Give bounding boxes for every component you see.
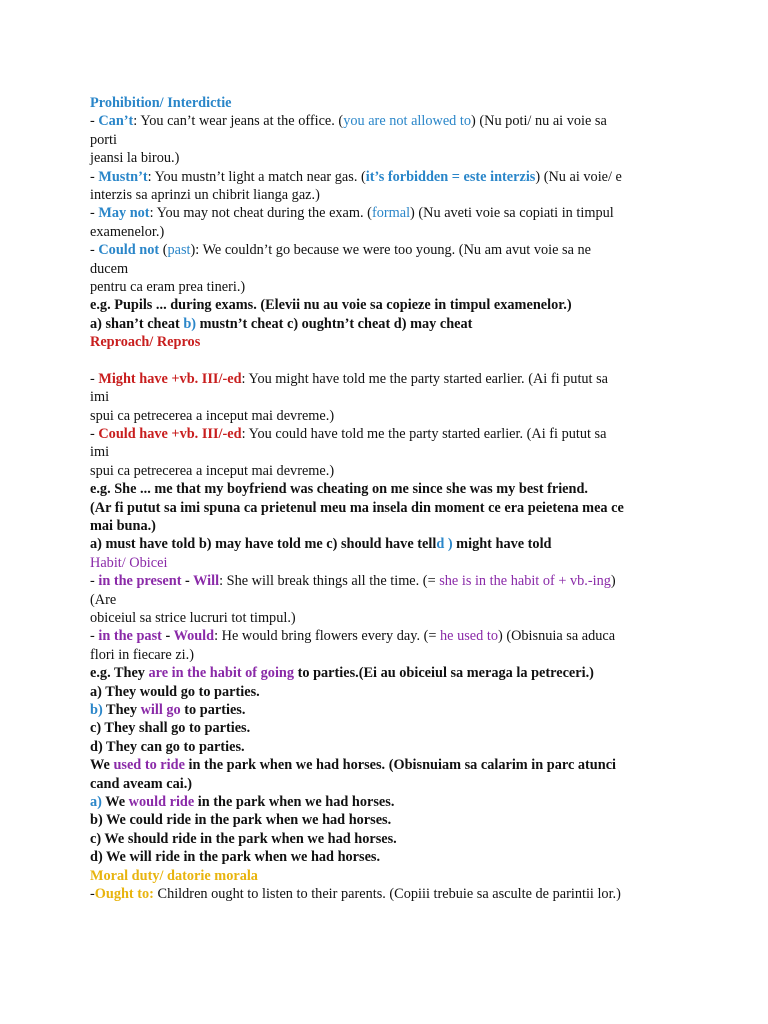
text-line <box>90 204 682 222</box>
highlighted-text: in the past <box>98 628 162 645</box>
text-line <box>90 756 682 774</box>
highlighted-text: are in the habit of going <box>148 665 295 682</box>
text-run: e.g. Pupils ... during exams. (Elevii nu au voie sa copieze in timpul examenelor.) <box>90 297 572 314</box>
text-line <box>90 811 682 829</box>
text-run: - <box>90 205 99 222</box>
text-run: d) We will ride in the park when we had horses. <box>90 849 381 866</box>
text-line <box>90 462 682 480</box>
text-line <box>90 112 682 130</box>
text-run: : You might have told me the party started earlier. (Ai fi putut sa <box>241 370 609 387</box>
text-run: Children ought to listen to their parents. (Copiii trebuie sa asculte de parintii lor.) <box>153 886 621 903</box>
text-line <box>90 554 682 572</box>
text-run: cand aveam cai.) <box>90 775 193 792</box>
highlighted-text: it’s forbidden = este interzis <box>365 168 536 185</box>
text-run: in the park when we had horses. <box>194 794 395 811</box>
text-line <box>90 867 682 885</box>
text-run: might have told <box>452 536 552 553</box>
highlighted-text: d ) <box>436 536 453 553</box>
document-body <box>90 94 682 903</box>
highlighted-text: Can’t <box>98 113 134 130</box>
text-run: - <box>90 242 99 259</box>
text-line <box>90 627 682 645</box>
text-run: in the park when we had horses. (Obisnuiam sa calarim in parc atunci <box>184 757 617 774</box>
text-run: - <box>90 370 99 387</box>
blank-line <box>90 352 682 370</box>
text-run: mustn’t cheat c) oughtn’t cheat d) may cheat <box>196 315 473 332</box>
text-line <box>90 296 682 314</box>
text-line <box>90 370 682 388</box>
text-line <box>90 388 682 406</box>
highlighted-text: b) <box>90 702 103 718</box>
text-run: porti <box>90 131 118 148</box>
highlighted-text: in the present <box>98 573 182 590</box>
text-line <box>90 480 682 498</box>
text-run: ) (Obisnuia sa aduca <box>497 628 616 645</box>
text-run: ) (Nu poti/ nu ai voie sa <box>471 113 607 130</box>
text-run: They <box>102 702 141 718</box>
text-run: ) (Nu aveti voie sa copiati in timpul <box>410 205 614 222</box>
text-line <box>90 315 682 333</box>
text-run: - <box>90 168 99 185</box>
text-run: b) We could ride in the park when we had horses. <box>90 812 392 829</box>
text-run: : He would bring flowers every day. (= <box>214 628 440 645</box>
text-line <box>90 278 682 296</box>
highlighted-text: Reproach/ Repros <box>90 334 201 351</box>
text-line <box>90 168 682 186</box>
text-run: c) They shall go to parties. <box>90 720 251 737</box>
highlighted-text: a) <box>90 794 102 811</box>
text-line <box>90 775 682 793</box>
highlighted-text: past <box>167 242 191 259</box>
text-run: interzis sa aprinzi un chibrit lianga gaz.) <box>90 187 320 204</box>
text-run: a) must have told b) may have told me c) should have tell <box>90 536 437 553</box>
highlighted-text: Could have +vb. III/-ed <box>98 425 242 442</box>
text-run: - <box>90 113 99 130</box>
text-line <box>90 407 682 425</box>
highlighted-text: you are not allowed to <box>343 113 472 130</box>
text-run: We <box>101 794 129 811</box>
text-run: e.g. She ... me that my boyfriend was cheating on me since she was my best friend. <box>90 481 588 498</box>
highlighted-text: Ought to: <box>94 886 154 903</box>
text-line <box>90 131 682 149</box>
highlighted-text: Will <box>193 573 220 590</box>
text-run: (Are <box>90 591 117 608</box>
text-run: : She will break things all the time. (= <box>219 573 440 590</box>
text-line <box>90 830 682 848</box>
text-run: c) We should ride in the park when we had horses. <box>90 830 397 847</box>
highlighted-text: May not <box>98 205 150 222</box>
text-run: ducem <box>90 260 129 277</box>
text-line <box>90 260 682 278</box>
text-line <box>90 793 682 811</box>
text-run: - <box>90 573 99 590</box>
text-run: a) They would go to parties. <box>90 683 260 700</box>
text-run: : You could have told me the party started earlier. (Ai fi putut sa <box>241 425 607 442</box>
text-run: - <box>161 628 174 645</box>
highlighted-text: will go <box>140 702 181 718</box>
text-line <box>90 572 682 590</box>
text-line <box>90 186 682 204</box>
text-run: (Ar fi putut sa imi spuna ca prietenul meu ma insela din moment ce era peietena mea ce <box>90 499 624 516</box>
text-line <box>90 683 682 701</box>
text-run: - <box>90 886 95 903</box>
text-run: ( <box>159 242 168 259</box>
text-line <box>90 333 682 351</box>
text-line <box>90 535 682 553</box>
text-run: spui ca petrecerea a inceput mai devreme.) <box>90 462 335 479</box>
text-line <box>90 701 682 719</box>
text-run: examenelor.) <box>90 223 165 240</box>
text-run: a) shan’t cheat <box>90 315 184 332</box>
highlighted-text: Prohibition/ Interdictie <box>90 95 232 111</box>
highlighted-text: b) <box>183 315 197 332</box>
highlighted-text: Could not <box>98 242 160 259</box>
highlighted-text: she is in the habit of + vb.-ing <box>439 573 611 590</box>
text-run: imi <box>90 444 110 461</box>
text-run: - <box>90 425 99 442</box>
text-line <box>90 609 682 627</box>
text-line <box>90 499 682 517</box>
text-line <box>90 223 682 241</box>
text-run: flori in fiecare zi.) <box>90 646 194 663</box>
text-run: ): We couldn’t go because we were too young. (Nu am avut voie sa ne <box>190 242 592 259</box>
highlighted-text: Mustn’t <box>98 168 148 185</box>
text-line <box>90 848 682 866</box>
highlighted-text: used to ride <box>113 757 185 774</box>
highlighted-text: Might have +vb. III/-ed <box>98 370 242 387</box>
text-run: e.g. They <box>90 665 149 682</box>
highlighted-text: Moral duty/ datorie morala <box>90 867 258 884</box>
text-run: ) <box>610 573 616 590</box>
text-run: - <box>90 628 99 645</box>
text-line <box>90 425 682 443</box>
text-run: imi <box>90 389 110 406</box>
text-run: to parties. <box>180 702 246 718</box>
text-run: : You can’t wear jeans at the office. ( <box>133 113 344 130</box>
highlighted-text: formal <box>371 205 411 222</box>
highlighted-text: Would <box>173 628 215 645</box>
text-run: : You may not cheat during the exam. ( <box>149 205 372 222</box>
text-line <box>90 241 682 259</box>
highlighted-text: Habit/ Obicei <box>90 554 168 571</box>
text-line <box>90 443 682 461</box>
text-line <box>90 149 682 167</box>
text-run: We <box>90 757 114 774</box>
text-line <box>90 664 682 682</box>
highlighted-text: would ride <box>128 794 195 811</box>
text-run: obiceiul sa strice lucruri tot timpul.) <box>90 609 296 626</box>
text-run: d) They can go to parties. <box>90 738 245 755</box>
text-run: spui ca petrecerea a inceput mai devreme.) <box>90 407 335 424</box>
highlighted-text: he used to <box>440 628 498 645</box>
text-run: - <box>181 573 194 590</box>
text-line <box>90 719 682 737</box>
text-run: : You mustn’t light a match near gas. ( <box>147 168 366 185</box>
text-line <box>90 738 682 756</box>
text-run: mai buna.) <box>90 517 156 534</box>
text-line <box>90 646 682 664</box>
text-run: pentru ca eram prea tineri.) <box>90 279 246 296</box>
text-run: to parties.(Ei au obiceiul sa meraga la petreceri.) <box>294 665 594 682</box>
text-line <box>90 517 682 535</box>
text-line <box>90 94 682 112</box>
text-run: jeansi la birou.) <box>90 150 180 167</box>
text-run: ) (Nu ai voie/ e <box>535 168 622 185</box>
text-line <box>90 885 682 903</box>
text-line <box>90 591 682 609</box>
